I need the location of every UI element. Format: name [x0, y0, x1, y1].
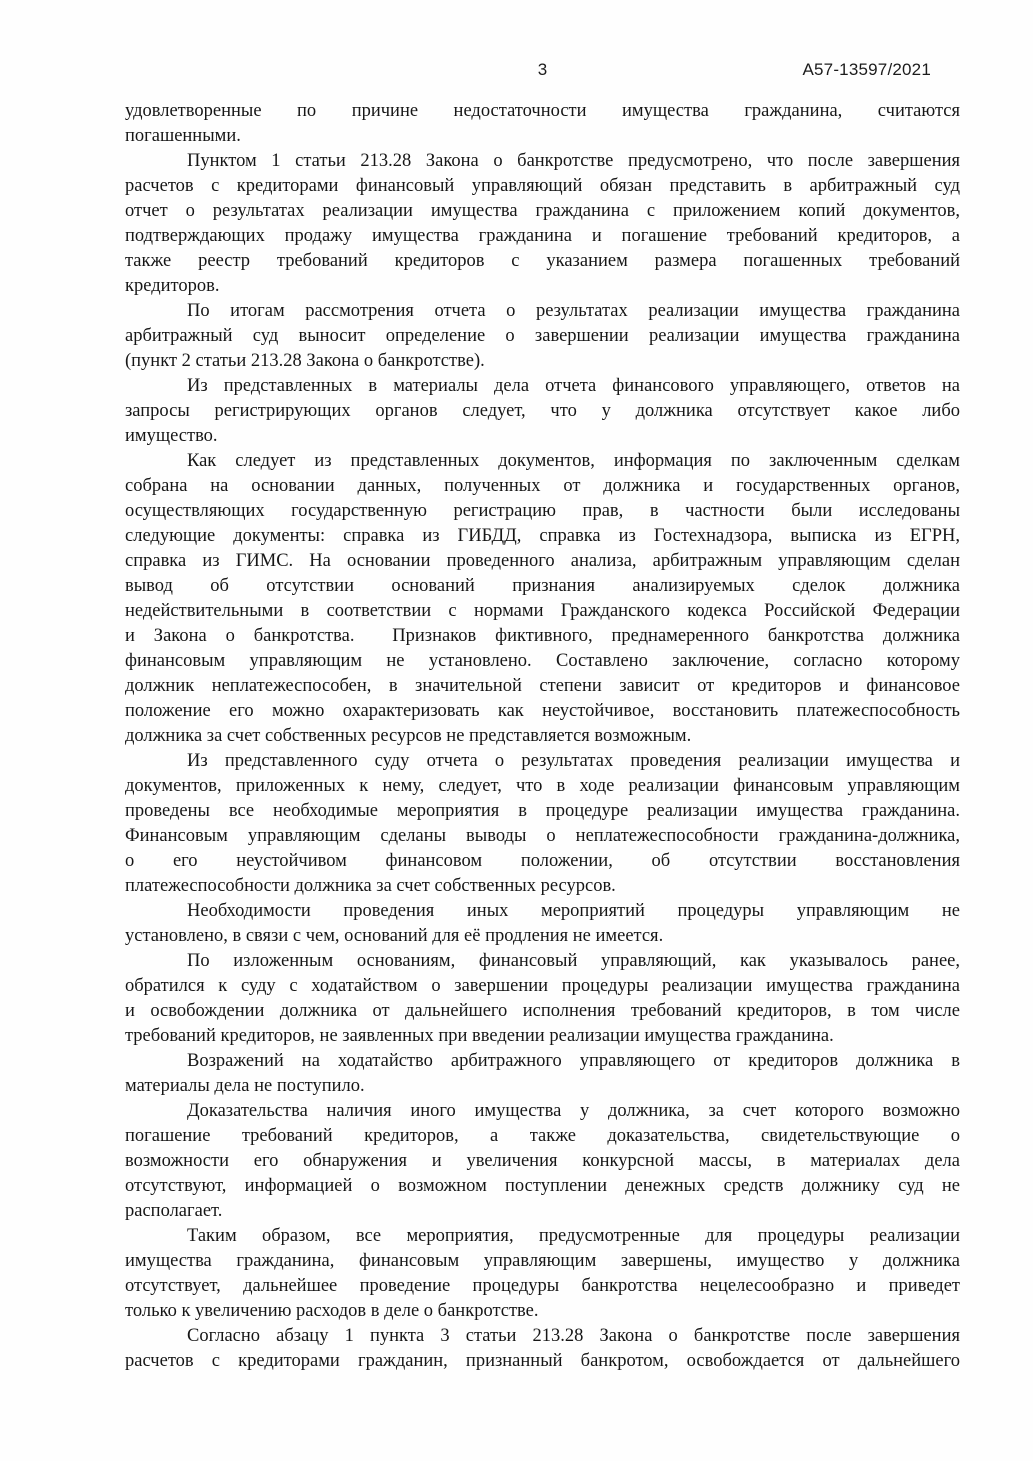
case-number: А57-13597/2021: [802, 60, 931, 79]
paragraph: [125, 749, 960, 899]
text-line: арбитражный суд выносит определение о завершении реализации имущества гражданина: [125, 326, 960, 346]
text-line: требований кредиторов, не заявленных при введении реализации имущества гражданина.: [125, 1026, 834, 1046]
page-header: [125, 60, 960, 84]
text-line: обратился к суду с ходатайством о завершении процедуры реализации имущества гражданина: [125, 976, 960, 996]
paragraph: [125, 374, 960, 449]
text-line: документов, приложенных к нему, следует, что в ходе реализации финансовым управляющим: [125, 776, 960, 796]
paragraph: [125, 949, 960, 1049]
paragraph: [125, 1324, 960, 1374]
text-line: имущество.: [125, 426, 218, 446]
text-line: Из представленных в материалы дела отчета финансового управляющего, ответов на: [187, 376, 960, 396]
text-line: расчетов с кредиторами финансовый управляющий обязан представить в арбитражный суд: [125, 176, 960, 196]
text-line: запросы регистрирующих органов следует, что у должника отсутствует какое либо: [125, 401, 960, 421]
text-line: осуществляющих государственную регистрацию прав, в частности были исследованы: [125, 501, 960, 521]
text-line: только к увеличению расходов в деле о банкротстве.: [125, 1301, 539, 1321]
text-line: погашение требований кредиторов, а также доказательства, свидетельствующие о: [125, 1126, 960, 1146]
text-line: собрана на основании данных, полученных от должника и государственных органов,: [125, 476, 960, 496]
text-line: кредиторов.: [125, 276, 220, 296]
document-body: [125, 99, 960, 1374]
text-line: Возражений на ходатайство арбитражного управляющего от кредиторов должника в: [187, 1051, 960, 1071]
paragraph: [125, 1049, 960, 1099]
paragraph: [125, 299, 960, 374]
text-line: Из представленного суду отчета о результатах проведения реализации имущества и: [187, 751, 960, 771]
text-line: По изложенным основаниям, финансовый управляющий, как указывалось ранее,: [187, 951, 960, 971]
text-line: возможности его обнаружения и увеличения конкурсной массы, в материалах дела: [125, 1151, 960, 1171]
paragraph: [125, 99, 960, 149]
text-line: проведены все необходимые мероприятия в процедуре реализации имущества гражданина.: [125, 801, 960, 821]
text-line: и освобождении должника от дальнейшего исполнения требований кредиторов, в том числе: [125, 1001, 960, 1021]
text-line: также реестр требований кредиторов с указанием размера погашенных требований: [125, 251, 960, 271]
text-line: отсутствует, дальнейшее проведение процедуры банкротства нецелесообразно и приведет: [125, 1276, 960, 1296]
text-line: установлено, в связи с чем, оснований для её продления не имеется.: [125, 926, 664, 946]
text-line: и Закона о банкротства. Признаков фиктивного, преднамеренного банкротства должника: [125, 626, 960, 646]
text-line: Как следует из представленных документов, информация по заключенным сделкам: [187, 451, 960, 471]
text-line: вывод об отсутствии оснований признания анализируемых сделок должника: [125, 576, 960, 596]
text-line: расчетов с кредиторами гражданин, признанный банкротом, освобождается от дальнейшего: [125, 1351, 960, 1371]
text-line: справка из ГИМС. На основании проведенного анализа, арбитражным управляющим сделан: [125, 551, 960, 571]
text-line: должник неплатежеспособен, в значительной степени зависит от кредиторов и финансовое: [125, 676, 960, 696]
page-number: 3: [537, 60, 548, 79]
paragraph: [125, 899, 960, 949]
text-line: Пунктом 1 статьи 213.28 Закона о банкротстве предусмотрено, что после завершения: [187, 151, 960, 171]
paragraph: [125, 1099, 960, 1224]
text-line: подтверждающих продажу имущества гражданина и погашение требований кредиторов, а: [125, 226, 960, 246]
text-line: материалы дела не поступило.: [125, 1076, 365, 1096]
text-line: располагает.: [125, 1201, 223, 1221]
paragraph: [125, 149, 960, 299]
text-line: отчет о результатах реализации имущества гражданина с приложением копий документов,: [125, 201, 960, 221]
text-line: Доказательства наличия иного имущества у должника, за счет которого возможно: [187, 1101, 960, 1121]
paragraph: [125, 1224, 960, 1324]
text-line: Согласно абзацу 1 пункта 3 статьи 213.28 Закона о банкротстве после завершения: [187, 1326, 960, 1346]
paragraph: [125, 449, 960, 749]
text-line: отсутствуют, информацией о возможном поступлении денежных средств должнику суд не: [125, 1176, 960, 1196]
text-line: Финансовым управляющим сделаны выводы о неплатежеспособности гражданина-должника,: [125, 826, 960, 846]
text-line: имущества гражданина, финансовым управляющим завершены, имущество у должника: [125, 1251, 960, 1271]
text-line: о его неустойчивом финансовом положении, об отсутствии восстановления: [125, 851, 960, 871]
text-line: платежеспособности должника за счет собственных ресурсов.: [125, 876, 616, 896]
text-line: По итогам рассмотрения отчета о результатах реализации имущества гражданина: [187, 301, 960, 321]
text-line: погашенными.: [125, 126, 241, 146]
text-line: недействительными в соответствии с нормами Гражданского кодекса Российской Федерации: [125, 601, 960, 621]
text-line: (пункт 2 статьи 213.28 Закона о банкротстве).: [125, 351, 485, 371]
text-line: положение его можно охарактеризовать как неустойчивое, восстановить платежеспособность: [125, 701, 960, 721]
text-line: должника за счет собственных ресурсов не представляется возможным.: [125, 726, 692, 746]
text-line: удовлетворенные по причине недостаточности имущества гражданина, считаются: [125, 101, 960, 121]
text-line: следующие документы: справка из ГИБДД, справка из Гостехнадзора, выписка из ЕГРН,: [125, 526, 960, 546]
text-line: Таким образом, все мероприятия, предусмотренные для процедуры реализации: [187, 1226, 960, 1246]
text-line: Необходимости проведения иных мероприятий процедуры управляющим не: [187, 901, 960, 921]
text-line: финансовым управляющим не установлено. Составлено заключение, согласно которому: [125, 651, 960, 671]
